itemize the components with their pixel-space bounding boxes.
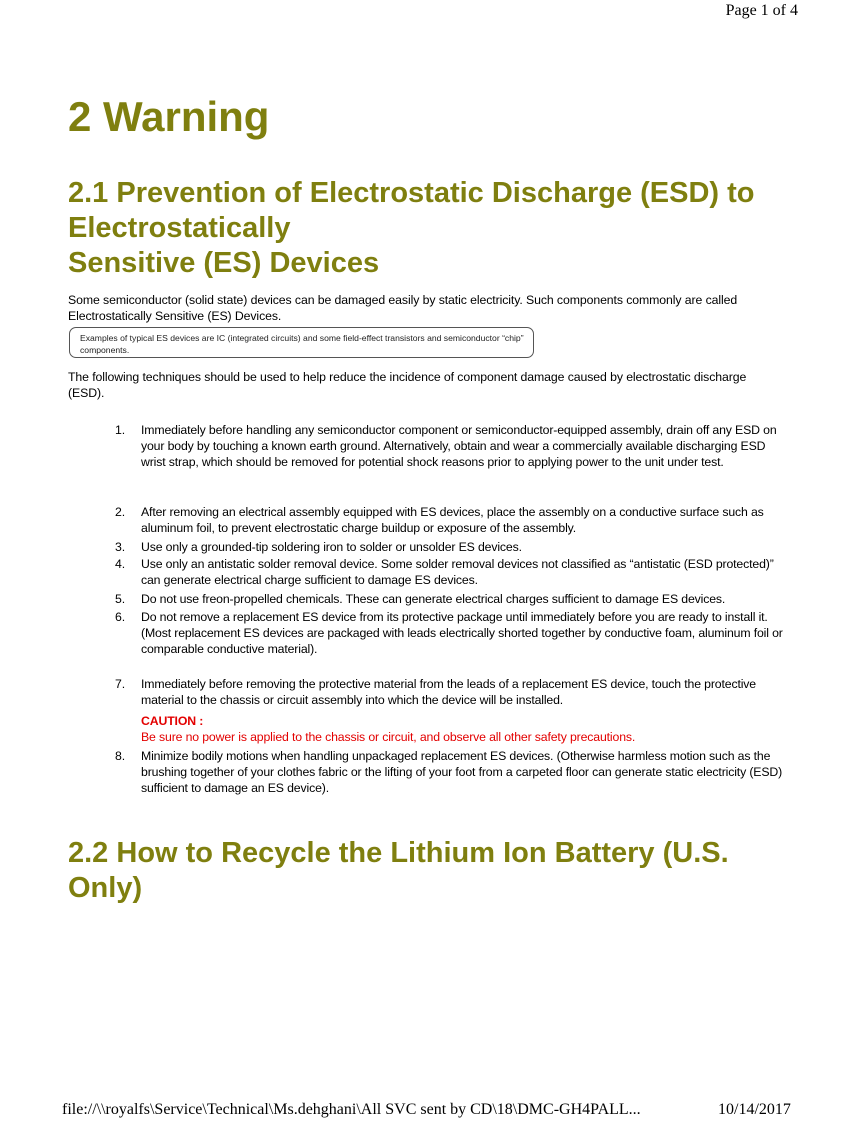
caution-title: CAUTION :	[141, 714, 204, 728]
heading-line: Sensitive (ES) Devices	[68, 247, 380, 279]
caution-note	[141, 713, 791, 745]
heading-line: 2.2 How to Recycle the Lithium Ion Battery (U.S.	[68, 837, 729, 869]
list-item-text: Do not use freon-propelled chemicals. These can generate electrical charges sufficient to damage ES devices.	[141, 592, 726, 606]
list-item-text: Use only an antistatic solder removal device. Some solder removal devices not classified as “antistatic (ESD protected)” can generate electrical charge sufficient to damage ES devices.	[141, 557, 774, 587]
techniques-paragraph: The following techniques should be used to help reduce the incidence of component damage caused by electrostatic discharge (ESD).	[68, 370, 747, 400]
list-item-number: 1.	[115, 423, 125, 437]
list-item-text: After removing an electrical assembly equipped with ES devices, place the assembly on a conductive surface such as aluminum foil, to prevent electrostatic charge buildup or exposure of the assembly.	[141, 505, 764, 535]
list-item-number: 6.	[115, 610, 125, 624]
example-box	[69, 327, 534, 358]
heading-line: Electrostatically	[68, 212, 291, 244]
heading-line: 2.1 Prevention of Electrostatic Discharge (ESD) to	[68, 177, 755, 209]
list-item-number: 5.	[115, 592, 125, 606]
footer-file-path: file://\\royalfs\Service\Technical\Ms.dehghani\All SVC sent by CD\18\DMC-GH4PALL...	[62, 1101, 641, 1118]
page-counter: Page 1 of 4	[725, 2, 798, 19]
list-item-text: Immediately before handling any semiconductor component or semiconductor-equipped assembly, drain off any ESD on your body by touching a known earth ground. Alternatively, obtain and wear a commercially available discharging ESD wrist strap, which should be removed for potential shock reasons prior to applying power to the unit under test.	[141, 423, 777, 469]
intro-paragraph: Some semiconductor (solid state) devices can be damaged easily by static electricity. Such components commonly are called Electrostatically Sensitive (ES) Devices.	[68, 293, 738, 323]
section-title: 2 Warning	[68, 93, 270, 140]
list-item-number: 4.	[115, 557, 125, 571]
list-item-text: Do not remove a replacement ES device from its protective package until immediately before you are ready to install it. (Most replacement ES devices are packaged with leads electrically shorted together by conductive foam, aluminum foil or comparable conductive material).	[141, 610, 783, 656]
list-item-number: 7.	[115, 677, 125, 691]
heading-line: Only)	[68, 872, 143, 904]
list-item-number: 8.	[115, 749, 125, 763]
list-item-text: Minimize bodily motions when handling unpackaged replacement ES devices. (Otherwise harmless motion such as the brushing together of your clothes fabric or the lifting of your foot from a carpeted floor can generate static electricity (ESD) sufficient to damage an ES device).	[141, 749, 783, 795]
section-heading-2-1	[68, 176, 808, 281]
list-item-number: 3.	[115, 540, 125, 554]
list-item-text: Immediately before removing the protective material from the leads of a replacement ES device, touch the protective material to the chassis or circuit assembly into which the device will be installed.	[141, 677, 756, 707]
list-item-number: 2.	[115, 505, 125, 519]
section-heading-2-2	[68, 836, 808, 906]
example-box-text: Examples of typical ES devices are IC (integrated circuits) and some field-effect transistors and semiconductor “chip” components.	[80, 333, 524, 355]
footer-date: 10/14/2017	[718, 1101, 791, 1118]
caution-text: Be sure no power is applied to the chassis or circuit, and observe all other safety precautions.	[141, 730, 636, 744]
list-item-text: Use only a grounded-tip soldering iron to solder or unsolder ES devices.	[141, 540, 522, 554]
